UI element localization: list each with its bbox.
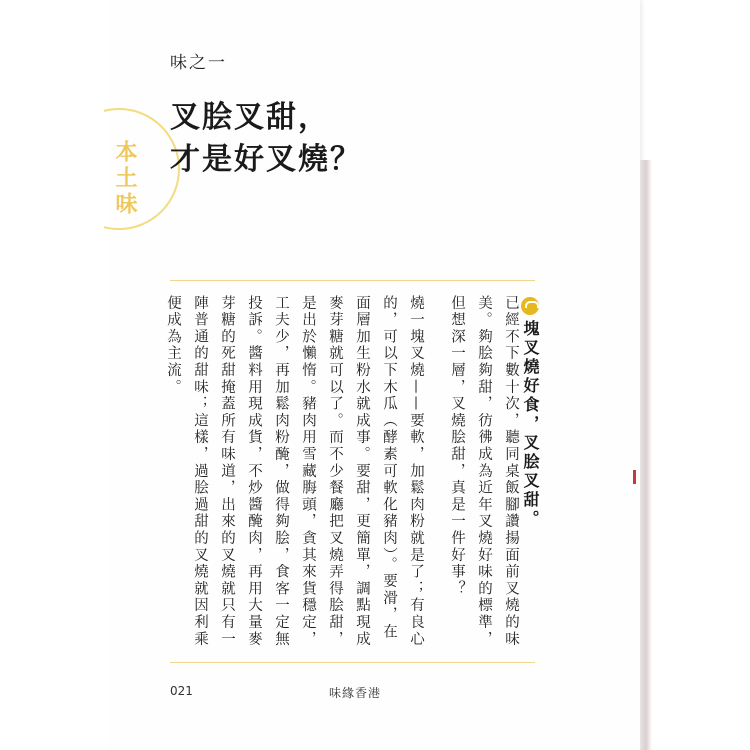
title-line-2: 才是好叉燒？ <box>170 142 362 177</box>
title-line-1: 叉脍叉甜， <box>170 100 330 135</box>
book-title: 味緣香港 <box>329 686 382 700</box>
side-label: 本土味 <box>112 140 137 218</box>
page-number: 021 <box>170 684 193 698</box>
page-edge-mark <box>633 470 636 484</box>
body-text <box>159 295 524 655</box>
article-heading: 塊叉燒好食，叉脍叉甜。 <box>521 320 540 529</box>
top-divider <box>170 280 535 281</box>
paragraph: 燒一塊叉燒——要軟，加鬆肉粉就是了；有良心的，可以下木瓜（酵素可軟化豬肉）。要滑，在面層加生粉水就成事。要甜，更簡單，調點現成麥芽糖就可以了。而不少餐廳把叉燒弄得脍甜，是出於懶惰。豬肉用雪藏脢頭，貪其來貨穩定，工夫少，再加鬆肉粉醃，做得夠脍，食客一定無投訴。醬料用現成貨，不炒醬醃肉，再用大量麥芽糖的死甜掩蓋所有味道，出來的叉燒就只有一陣普通的甜味；這樣，過脍過甜的叉燒就因利乘便成為主流。 <box>165 295 424 648</box>
next-page-edge <box>640 160 652 750</box>
paragraph: 已經不下數十次，聽同桌飯腳讚揚面前叉燒的味美。夠脍夠甜，彷彿成為近年叉燒好味的標準，但想深一層，叉燒脍甜，真是一件好事？ <box>449 295 519 648</box>
section-label: 味之一 <box>170 53 227 73</box>
bottom-divider <box>170 662 535 663</box>
